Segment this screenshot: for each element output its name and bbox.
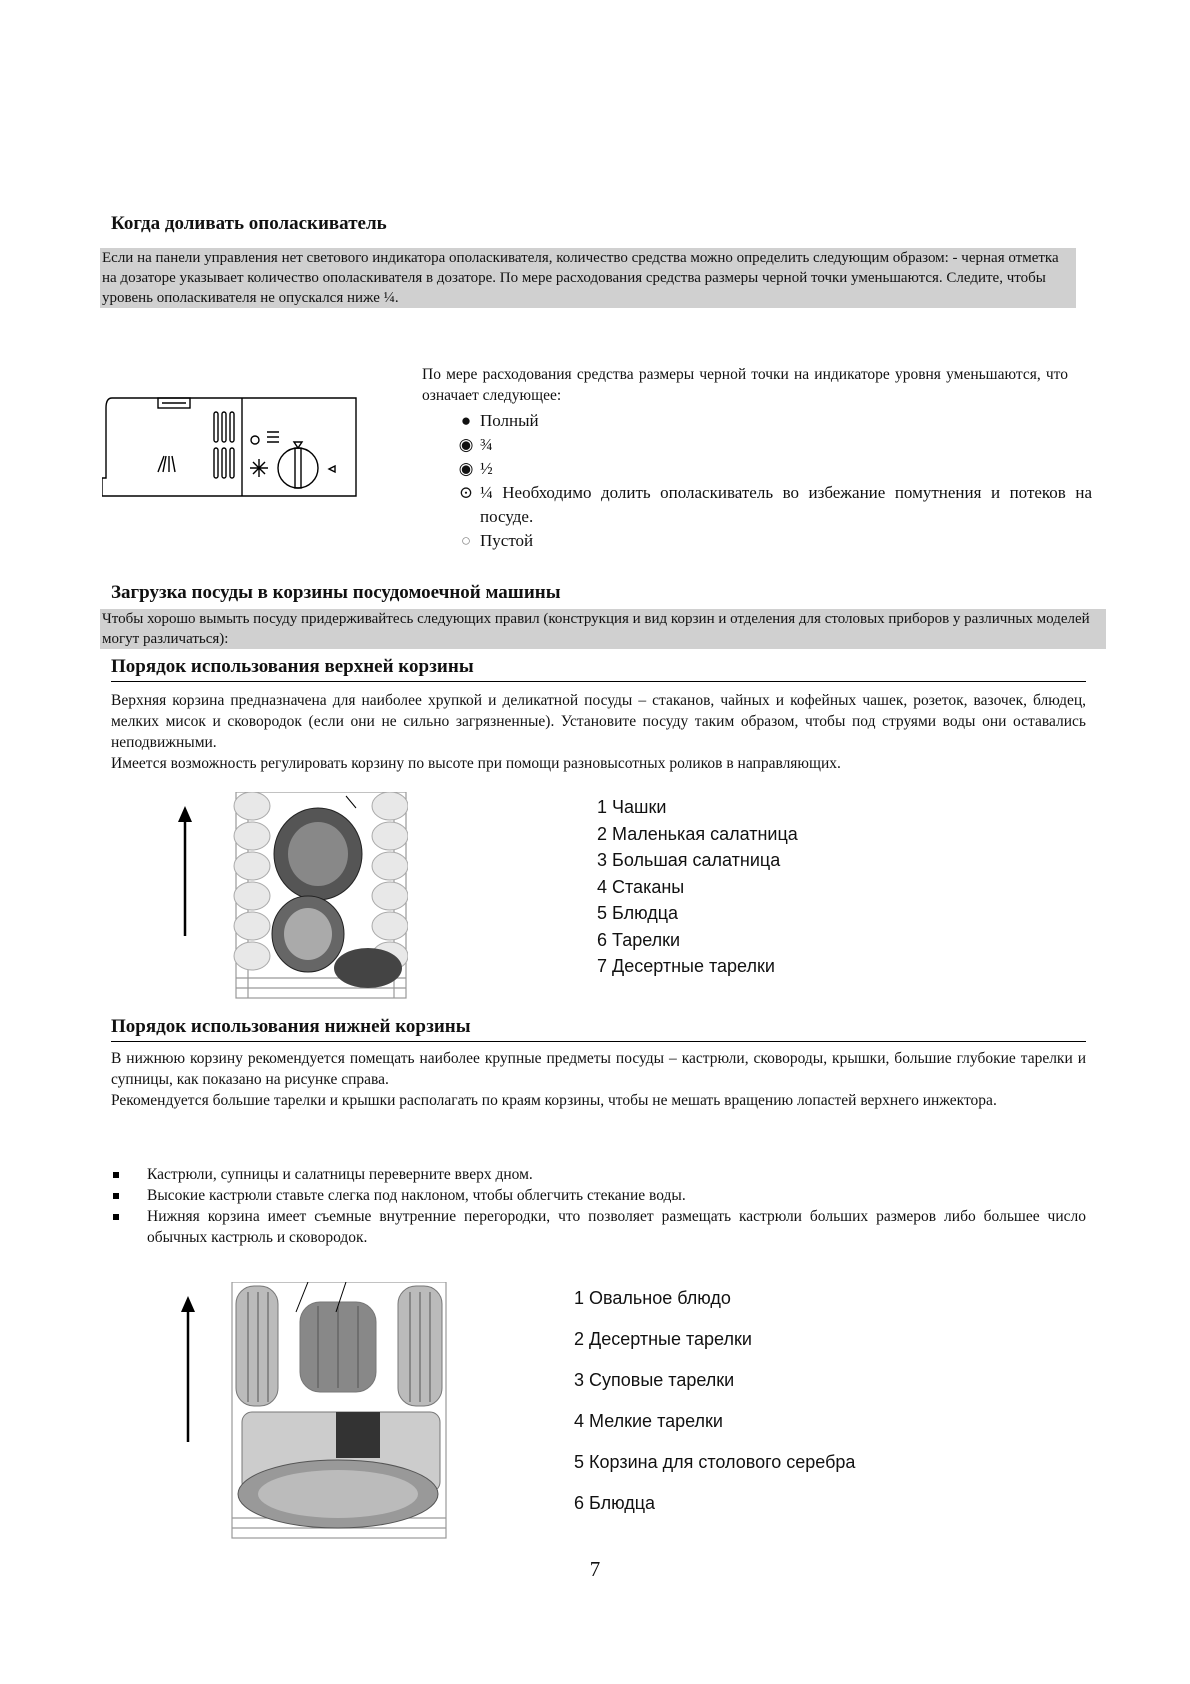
legend-item: 1 Овальное блюдо (574, 1288, 731, 1308)
legend-item: 2 Десертные тарелки (574, 1329, 752, 1349)
tip-item: Нижняя корзина имеет съемные внутренние перегородки, что позволяет размещать кастрюли больших размеров либо большее число обычных кастрюль и сковородок. (111, 1206, 1086, 1248)
dot-full-icon: ● (460, 411, 472, 430)
legend-item: 3 Большая салатница (597, 850, 781, 870)
lower-basket-legend (574, 1278, 855, 1524)
page-number: 7 (589, 1557, 601, 1581)
tip-item: Кастрюли, супницы и салатницы переверните вверх дном. (111, 1164, 1086, 1185)
level-three-quarters: ◉ ¾ (452, 433, 1092, 457)
level-full: ● Полный (452, 409, 1092, 433)
legend-item: 5 Корзина для столового серебра (574, 1452, 856, 1472)
legend-item: 2 Маленькая салатница (597, 823, 798, 844)
lower-basket-text: В нижнюю корзину рекомендуется помещать наиболее крупные предметы посуды – кастрюли, сковороды, крышки, большие глубокие тарелки и супницы, как показано на рисунке справа. Рекомендуется большие тарелки и крышки располагать по краям корзины, чтобы не мешать вращению лопастей верхнего инжектора. (111, 1050, 1086, 1109)
lower-basket-illustration (168, 1282, 448, 1544)
lower-basket-title: Порядок использования нижней корзины (111, 1016, 1086, 1042)
upper-basket-legend (597, 794, 798, 980)
legend-item: 4 Стаканы (597, 876, 685, 897)
legend-item: 6 Блюдца (574, 1493, 656, 1513)
dot-empty-icon: ○ (460, 531, 472, 550)
section-title-loading: Загрузка посуды в корзины посудомоечной машины (111, 582, 561, 603)
legend-item: 6 Тарелки (597, 929, 681, 950)
legend-item: 3 Суповые тарелки (574, 1370, 735, 1390)
dot-quarter-icon: ⊙ (458, 483, 474, 502)
level-empty: ○ Пустой (452, 529, 1092, 553)
dot-three-quarters-icon: ◉ (458, 435, 474, 454)
upper-basket-illustration (168, 792, 408, 1002)
legend-item: 1 Чашки (597, 797, 667, 817)
upper-basket-title: Порядок использования верхней корзины (111, 656, 1086, 682)
legend-item: 4 Мелкие тарелки (574, 1411, 723, 1431)
legend-item: 7 Десертные тарелки (597, 956, 775, 976)
level-quarter: ⊙ ¼ Необходимо долить ополаскиватель во избежание помутнения и потеков на посуде. (452, 481, 1092, 529)
dot-half-icon: ◉ (458, 459, 474, 478)
tip-item: Высокие кастрюли ставьте слегка под наклоном, чтобы облегчить стекание воды. (111, 1185, 1086, 1206)
level-intro: По мере расходования средства размеры черной точки на индикаторе уровня уменьшаются, что означает следующее: (422, 366, 1068, 404)
section-title-rinse: Когда доливать ополаскиватель (111, 213, 387, 234)
loading-note: Чтобы хорошо вымыть посуду придерживайтесь следующих правил (конструкция и вид корзин и отделения для столовых приборов у различных моделей могут различаться): (100, 609, 1106, 649)
upper-basket-text: Верхняя корзина предназначена для наиболее хрупкой и деликатной посуды – стаканов, чайных и кофейных чашек, розеток, вазочек, блюдец, мелких мисок и сковородок (если они не сильно загрязненные). Установите посуду таким образом, чтобы под струями воды они оставались неподвижными. Имеется возможность регулировать корзину по высоте при помощи разновысотных роликов в направляющих. (111, 692, 1086, 772)
level-half: ◉ ½ (452, 457, 1092, 481)
rinse-note: Если на панели управления нет светового индикатора ополаскивателя, количество средства можно определить следующим образом: - черная отметка на дозаторе указывает количество ополаскивателя в дозаторе. По мере расходования средства размеры черной точки уменьшаются. Следите, чтобы уровень ополаскивателя не опускался ниже ¼. (100, 248, 1076, 308)
level-list (452, 409, 1092, 553)
lower-basket-tips (111, 1164, 1086, 1248)
legend-item: 5 Блюдца (597, 903, 679, 923)
dispenser-indicator-illustration (102, 396, 360, 498)
